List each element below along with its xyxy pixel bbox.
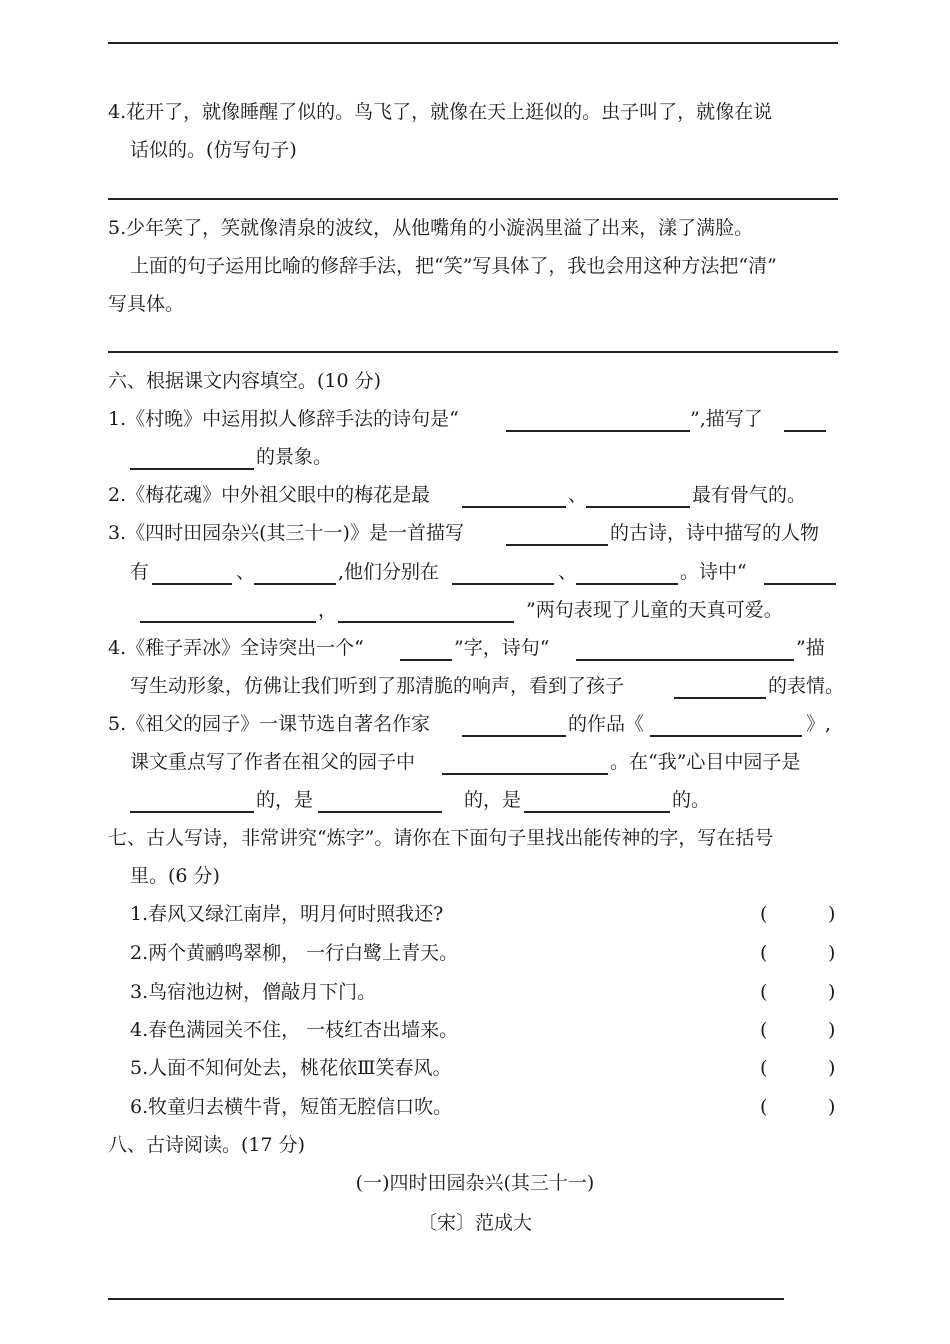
- s6-q3-f: 、: [558, 561, 578, 583]
- s7-item-5: 5.人面不知何处去，桃花依Ⅲ笑春风。: [130, 1057, 452, 1079]
- s6-q1-a: 1.《村晚》中运用拟人修辞手法的诗句是“: [108, 408, 459, 430]
- s7-paren-close-6: ): [828, 1096, 836, 1118]
- s6-q3-i: ”两句表现了儿童的天真可爱。: [526, 599, 783, 621]
- s6-q3-h: ，: [318, 599, 338, 621]
- s6-q5-f: 的，是: [256, 789, 314, 811]
- q4-line1: 4.花开了，就像睡醒了似的。鸟飞了，就像在天上逛似的。虫子叫了，就像在说: [108, 101, 773, 123]
- s6-q3-blank3[interactable]: [254, 583, 336, 585]
- s6-q5-blank3[interactable]: [442, 773, 608, 775]
- s6-q4-c: ”描: [796, 637, 825, 659]
- section6-heading: 六、根据课文内容填空。(10 分): [108, 370, 382, 392]
- q5-line3: 写具体。: [108, 293, 185, 315]
- s7-item-4: 4.春色满园关不住， 一枝红杏出墙来。: [130, 1019, 459, 1041]
- s7-paren-open-3: (: [760, 981, 768, 1003]
- s6-q3-e: ,他们分别在: [338, 561, 440, 583]
- q4-line2: 话似的。(仿写句子): [130, 139, 297, 161]
- s7-paren-close-5: ): [828, 1057, 836, 1079]
- poem-author: 〔宋〕范成大: [417, 1212, 532, 1234]
- s6-q1-b: ”,描写了: [690, 408, 763, 430]
- s6-q3-blank7[interactable]: [140, 621, 316, 623]
- s6-q2-a: 2.《梅花魂》中外祖父眼中的梅花是最: [108, 484, 431, 506]
- s6-q4-d: 写生动形象，仿佛让我们听到了那清脆的响声，看到了孩子: [130, 675, 625, 697]
- s7-paren-open-2: (: [760, 942, 768, 964]
- s7-paren-close-4: ): [828, 1019, 836, 1041]
- s6-q3-d: 、: [236, 561, 256, 583]
- s6-q5-c: 》,: [806, 713, 832, 735]
- s6-q5-a: 5.《祖父的园子》一课节选自著名作家: [108, 713, 431, 735]
- s7-item-2: 2.两个黄鹂鸣翠柳， 一行白鹭上青天。: [130, 942, 459, 964]
- s6-q3-blank2[interactable]: [152, 583, 232, 585]
- s6-q5-blank2[interactable]: [650, 735, 802, 737]
- s6-q5-e: 。在“我”心目中园子是: [610, 751, 801, 773]
- s6-q2-blank1[interactable]: [462, 506, 566, 508]
- q5-line2: 上面的句子运用比喻的修辞手法，把“笑”写具体了，我也会用这种方法把“清”: [130, 255, 777, 277]
- s6-q5-b: 的作品《: [568, 713, 645, 735]
- s7-item-6: 6.牧童归去横牛背，短笛无腔信口吹。: [130, 1096, 453, 1118]
- bottom-rule: [108, 1298, 784, 1300]
- s7-item-1: 1.春风又绿江南岸，明月何时照我还?: [130, 903, 444, 925]
- s6-q1-c: 的景象。: [256, 446, 333, 468]
- s6-q4-e: 的表情。: [768, 675, 845, 697]
- answer-line-q5[interactable]: [108, 351, 838, 353]
- s6-q1-blank2[interactable]: [784, 430, 826, 432]
- s6-q3-blank1[interactable]: [506, 544, 608, 546]
- s6-q4-blank1[interactable]: [400, 659, 452, 661]
- poem-title: (一)四时田园杂兴(其三十一): [355, 1172, 595, 1194]
- s6-q5-g: 的，是: [464, 789, 522, 811]
- section7-heading-line1: 七、古人写诗，非常讲究“炼字”。请你在下面句子里找出能传神的字，写在括号: [108, 827, 774, 849]
- s6-q4-a: 4.《稚子弄冰》全诗突出一个“: [108, 637, 364, 659]
- section8-heading: 八、古诗阅读。(17 分): [108, 1134, 306, 1156]
- s6-q5-blank4[interactable]: [130, 811, 254, 813]
- s6-q3-blank6[interactable]: [764, 583, 836, 585]
- s7-paren-open-6: (: [760, 1096, 768, 1118]
- s6-q3-c: 有: [130, 561, 150, 583]
- s7-item-3: 3.鸟宿池边树，僧敲月下门。: [130, 981, 377, 1003]
- s6-q4-b: ”字，诗句“: [454, 637, 550, 659]
- s7-paren-close-1: ): [828, 903, 836, 925]
- s7-paren-close-2: ): [828, 942, 836, 964]
- q5-line1: 5.少年笑了，笑就像清泉的波纹，从他嘴角的小漩涡里溢了出来，漾了满脸。: [108, 217, 754, 239]
- s6-q4-blank3[interactable]: [674, 697, 766, 699]
- s6-q5-blank6[interactable]: [524, 811, 670, 813]
- s6-q2-blank2[interactable]: [586, 506, 690, 508]
- s6-q2-c: 最有骨气的。: [692, 484, 807, 506]
- s6-q3-blank8[interactable]: [338, 621, 514, 623]
- section7-heading-line2: 里。(6 分): [130, 865, 220, 887]
- s6-q5-blank1[interactable]: [462, 735, 566, 737]
- s6-q3-b: 的古诗，诗中描写的人物: [610, 522, 820, 544]
- s7-paren-open-4: (: [760, 1019, 768, 1041]
- s7-paren-open-1: (: [760, 903, 768, 925]
- s6-q1-blank1[interactable]: [506, 430, 690, 432]
- s6-q3-a: 3.《四时田园杂兴(其三十一)》是一首描写: [108, 522, 464, 544]
- s6-q3-blank5[interactable]: [576, 583, 678, 585]
- top-rule: [108, 42, 838, 44]
- s7-paren-close-3: ): [828, 981, 836, 1003]
- s6-q5-d: 课文重点写了作者在祖父的园子中: [130, 751, 416, 773]
- s6-q5-h: 的。: [672, 789, 711, 811]
- s6-q2-b: 、: [568, 484, 588, 506]
- s7-paren-open-5: (: [760, 1057, 768, 1079]
- s6-q4-blank2[interactable]: [576, 659, 794, 661]
- s6-q5-blank5[interactable]: [318, 811, 442, 813]
- s6-q1-blank3[interactable]: [130, 468, 254, 470]
- answer-line-q4[interactable]: [108, 198, 838, 200]
- s6-q3-g: 。诗中“: [680, 561, 747, 583]
- s6-q3-blank4[interactable]: [452, 583, 554, 585]
